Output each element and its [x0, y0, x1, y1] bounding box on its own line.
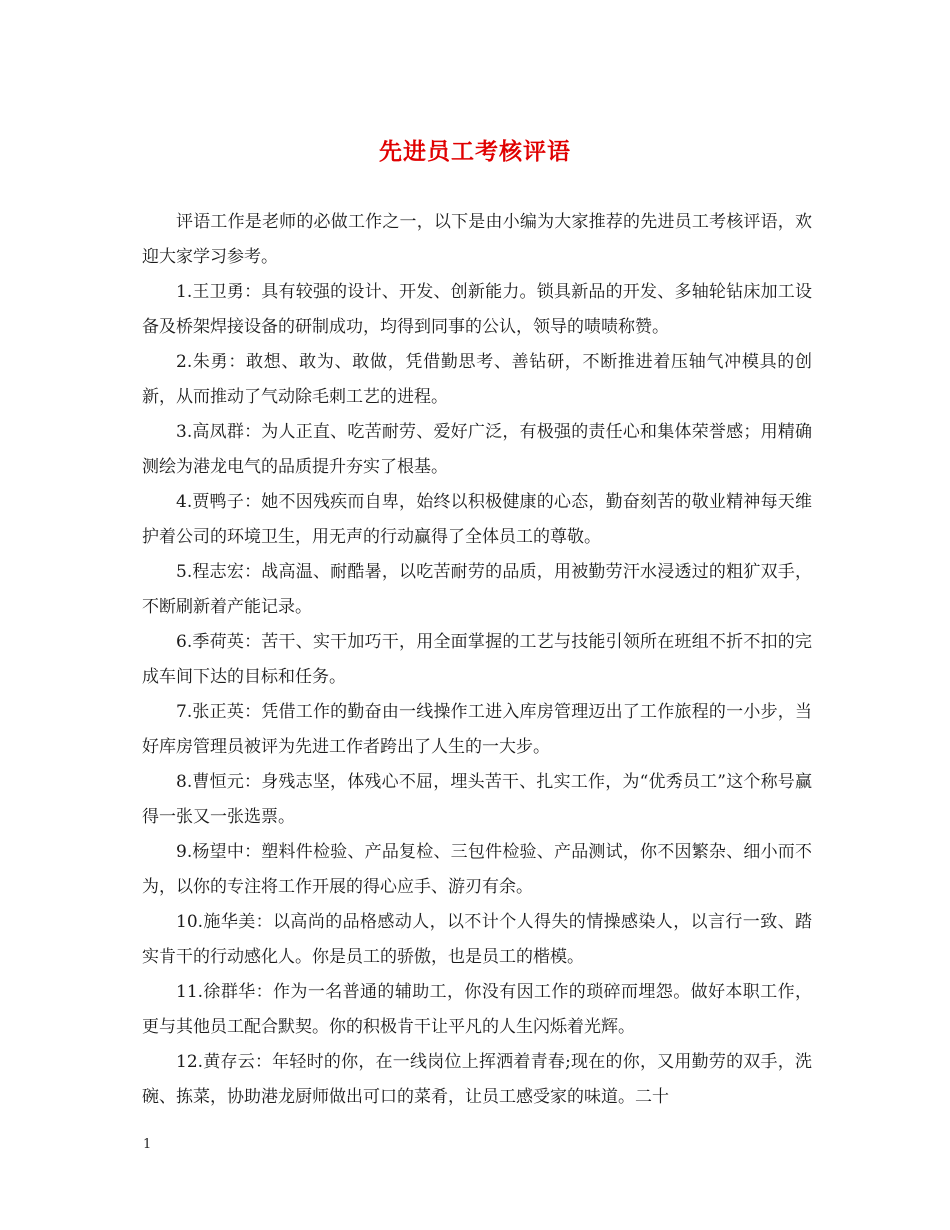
document-title: 先进员工考核评语 [379, 138, 571, 165]
comment-paragraph-7: 7.张正英：凭借工作的勤奋由一线操作工进入库房管理迈出了工作旅程的一小步，当好库房管理员被评为先进工作者跨出了人生的一大步。 [142, 702, 812, 757]
comment-paragraph-3: 3.高凤群：为人正直、吃苦耐劳、爱好广泛，有极强的责任心和集体荣誉感；用精确测绘为港龙电气的品质提升夯实了根基。 [142, 422, 812, 477]
intro-paragraph: 评语工作是老师的必做工作之一，以下是由小编为大家推荐的先进员工考核评语，欢迎大家学习参考。 [142, 212, 812, 267]
comment-paragraph-4: 4.贾鸭子：她不因残疾而自卑，始终以积极健康的心态，勤奋刻苦的敬业精神每天维护着公司的环境卫生，用无声的行动赢得了全体员工的尊敬。 [142, 492, 812, 547]
comment-paragraph-2: 2.朱勇：敢想、敢为、敢做，凭借勤思考、善钻研，不断推进着压轴气冲模具的创新，从而推动了气动除毛刺工艺的进程。 [142, 352, 812, 407]
comment-paragraph-12: 12.黄存云：年轻时的你，在一线岗位上挥洒着青春;现在的你，又用勤劳的双手，洗碗、拣菜，协助港龙厨师做出可口的菜肴，让员工感受家的味道。二十 [142, 1052, 812, 1107]
comment-paragraph-9: 9.杨望中：塑料件检验、产品复检、三包件检验、产品测试，你不因繁杂、细小而不为，以你的专注将工作开展的得心应手、游刃有余。 [142, 842, 812, 897]
comment-paragraph-11: 11.徐群华：作为一名普通的辅助工，你没有因工作的琐碎而埋怨。做好本职工作，更与其他员工配合默契。你的积极肯干让平凡的人生闪烁着光辉。 [142, 982, 812, 1037]
comment-paragraph-10: 10.施华美：以高尚的品格感动人，以不计个人得失的情操感染人，以言行一致、踏实肯干的行动感化人。你是员工的骄傲，也是员工的楷模。 [142, 912, 812, 967]
page-number: 1 [143, 1137, 152, 1152]
comment-paragraph-1: 1.王卫勇：具有较强的设计、开发、创新能力。锁具新品的开发、多轴轮钻床加工设备及桥架焊接设备的研制成功，均得到同事的公认，领导的啧啧称赞。 [142, 282, 812, 337]
comment-paragraph-5: 5.程志宏：战高温、耐酷暑，以吃苦耐劳的品质，用被勤劳汗水浸透过的粗犷双手，不断刷新着产能记录。 [142, 562, 812, 617]
comment-paragraph-8: 8.曹恒元：身残志坚，体残心不屈，埋头苦干、扎实工作，为“优秀员工”这个称号赢得一张又一张选票。 [142, 772, 812, 827]
document-body [142, 205, 812, 1115]
comment-paragraph-6: 6.季荷英：苦干、实干加巧干，用全面掌握的工艺与技能引领所在班组不折不扣的完成车间下达的目标和任务。 [142, 632, 812, 687]
